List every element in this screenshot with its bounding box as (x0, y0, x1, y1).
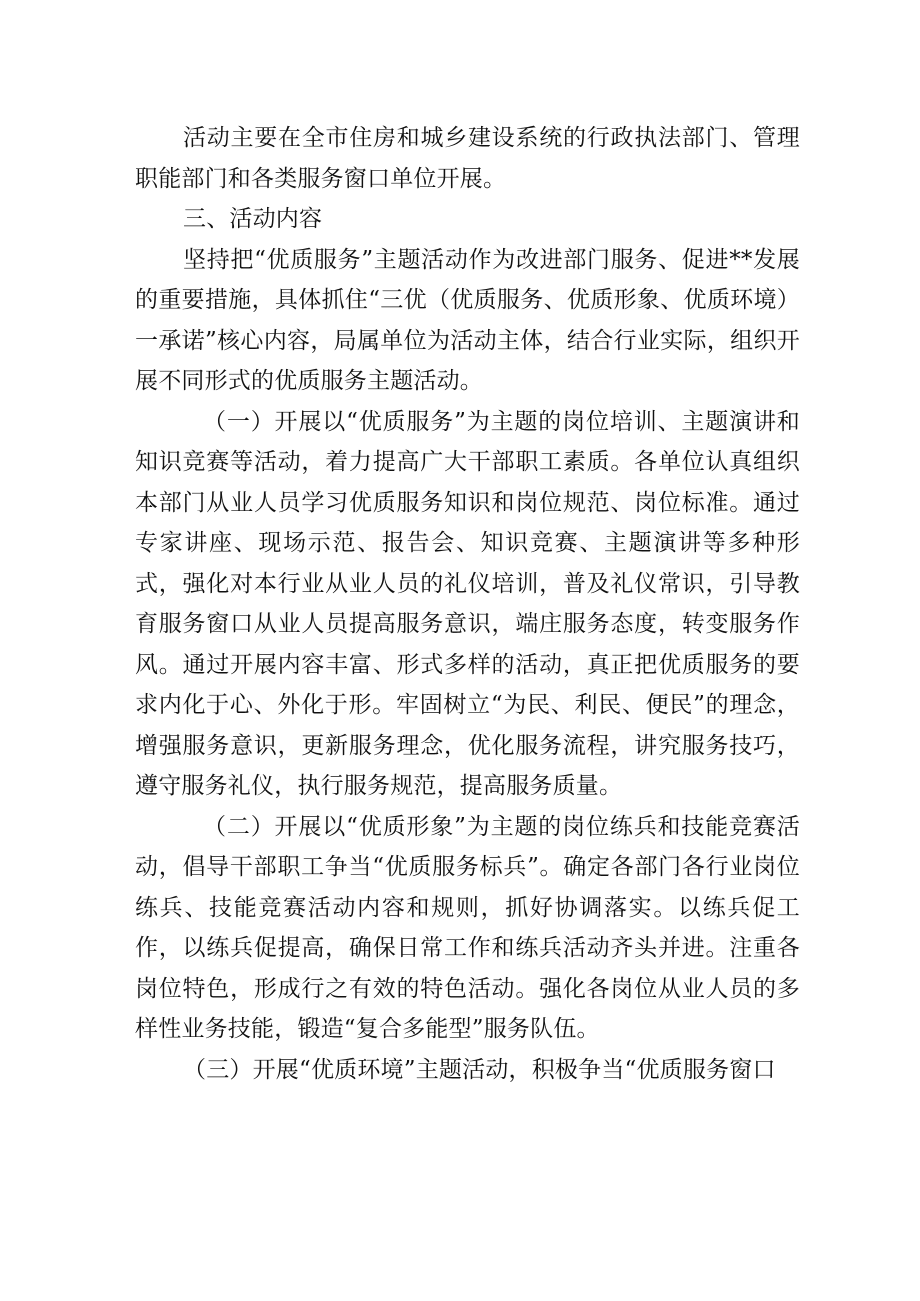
paragraph-item-2: （二）开展以“优质形象”为主题的岗位练兵和技能竞赛活动，倡导干部职工争当“优质服务标兵”。确定各部门各行业岗位练兵、技能竞赛活动内容和规则，抓好协调落实。以练兵促工作，以练兵促提高，确保日常工作和练兵活动齐头并进。注重各岗位特色，形成行之有效的特色活动。强化各岗位从业人员的多样性业务技能，锻造“复合多能型”服务队伍。 (135, 813, 800, 1042)
document-body (135, 118, 800, 1090)
section-heading-activity-content: 三、活动内容 (183, 206, 323, 232)
paragraph-item-1: （一）开展以“优质服务”为主题的岗位培训、主题演讲和知识竞赛等活动，着力提高广大干部职工素质。各单位认真组织本部门从业人员学习优质服务知识和岗位规范、岗位标准。通过专家讲座、现场示范、报告会、知识竞赛、主题演讲等多种形式，强化对本行业从业人员的礼仪培训，普及礼仪常识，引导教育服务窗口从业人员提高服务意识，端庄服务态度，转变服务作风。通过开展内容丰富、形式多样的活动，真正把优质服务的要求内化于心、外化于形。牢固树立“为民、利民、便民”的理念，增强服务意识，更新服务理念，优化服务流程，讲究服务技巧，遵守服务礼仪，执行服务规范，提高服务质量。 (135, 408, 800, 799)
paragraph-scope: 活动主要在全市住房和城乡建设系统的行政执法部门、管理职能部门和各类服务窗口单位开展。 (135, 125, 800, 192)
paragraph-item-3: （三）开展“优质环境”主题活动，积极争当“优质服务窗口 (183, 1056, 776, 1083)
paragraph-intro: 坚持把“优质服务”主题活动作为改进部门服务、促进**发展的重要措施，具体抓住“三优（优质服务、优质形象、优质环境）一承诺”核心内容，局属单位为活动主体，结合行业实际，组织开展不同形式的优质服务主题活动。 (135, 246, 800, 394)
